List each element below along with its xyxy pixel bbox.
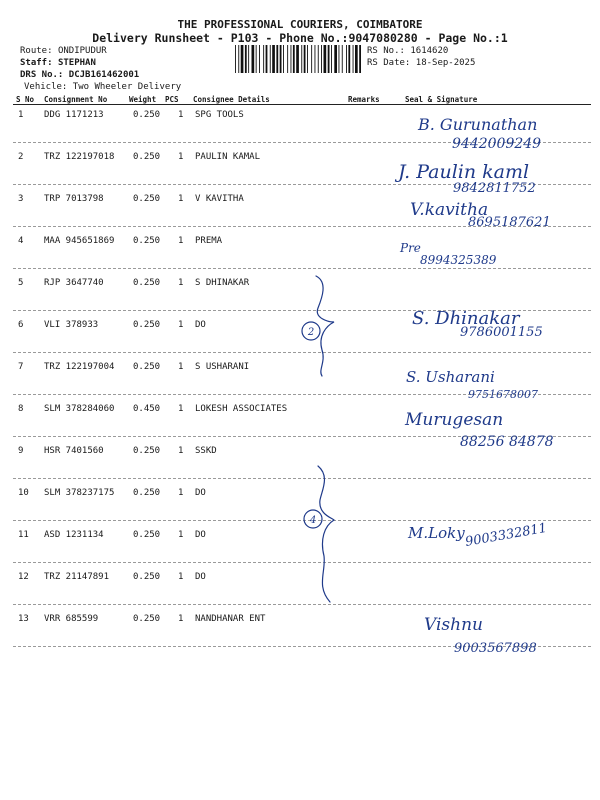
row-consignee: DO bbox=[195, 320, 206, 330]
row-sno: 3 bbox=[18, 194, 24, 204]
row-pcs: 1 bbox=[178, 572, 184, 582]
row-weight: 0.250 bbox=[133, 362, 161, 372]
signature-7-name: Murugesan bbox=[405, 410, 504, 430]
company-title: THE PROFESSIONAL COURIERS, COIMBATORE bbox=[177, 18, 423, 31]
col-seal-signature: Seal & Signature bbox=[405, 95, 478, 104]
row-pcs: 1 bbox=[178, 446, 184, 456]
row-pcs: 1 bbox=[178, 488, 184, 498]
row-sno: 4 bbox=[18, 236, 24, 246]
rs-date-value: 18-Sep-2025 bbox=[415, 58, 476, 68]
row-consignee: SPG TOOLS bbox=[195, 110, 244, 120]
signature-9-name: Vishnu bbox=[424, 615, 483, 635]
row-weight: 0.250 bbox=[133, 194, 161, 204]
row-consignment-no: SLM 378284060 bbox=[44, 404, 115, 414]
signature-6-name: S. Usharani bbox=[406, 368, 495, 386]
vehicle-value: Two Wheeler Delivery bbox=[72, 82, 182, 92]
row-weight: 0.250 bbox=[133, 236, 161, 246]
vehicle-label: Vehicle: bbox=[24, 82, 68, 92]
row-pcs: 1 bbox=[178, 362, 184, 372]
row-consignment-no: DDG 1171213 bbox=[44, 110, 104, 120]
signature-2-phone: 9842811752 bbox=[453, 181, 536, 196]
row-consignment-no: MAA 945651869 bbox=[44, 236, 115, 246]
row-consignment-no: VRR 685599 bbox=[44, 614, 99, 624]
row-sno: 9 bbox=[18, 446, 24, 456]
bracket-mark-2 bbox=[318, 466, 334, 602]
row-sno: 10 bbox=[18, 488, 29, 498]
signature-8-name: M.Loky bbox=[408, 524, 465, 542]
row-pcs: 1 bbox=[178, 152, 184, 162]
row-consignee: V KAVITHA bbox=[195, 194, 244, 204]
row-pcs: 1 bbox=[178, 110, 184, 120]
route-value: ONDIPUDUR bbox=[57, 46, 107, 56]
row-pcs: 1 bbox=[178, 530, 184, 540]
signature-1-phone: 9442009249 bbox=[452, 136, 542, 152]
runsheet-subtitle: Delivery Runsheet - P103 - Phone No.:9047080280 - Page No.:1 bbox=[92, 31, 508, 45]
row-consignment-no: SLM 378237175 bbox=[44, 488, 115, 498]
signature-4-name: Pre bbox=[400, 241, 421, 255]
staff-label: Staff: bbox=[20, 58, 53, 68]
row-pcs: 1 bbox=[178, 320, 184, 330]
row-weight: 0.250 bbox=[133, 614, 161, 624]
drs-label: DRS No.: bbox=[20, 70, 64, 80]
row-pcs: 1 bbox=[178, 236, 184, 246]
row-consignee: S DHINAKAR bbox=[195, 278, 250, 288]
rs-date-label: RS Date: bbox=[367, 58, 411, 68]
row-sno: 12 bbox=[18, 572, 29, 582]
signature-5-name: S. Dhinakar bbox=[412, 308, 520, 329]
row-consignee: DO bbox=[195, 488, 206, 498]
col-consignee: Consignee Details bbox=[193, 95, 270, 104]
row-consignee: PREMA bbox=[195, 236, 223, 246]
row-weight: 0.450 bbox=[133, 404, 161, 414]
row-consignee: LOKESH ASSOCIATES bbox=[195, 404, 288, 414]
row-consignment-no: TRZ 122197018 bbox=[44, 152, 115, 162]
row-pcs: 1 bbox=[178, 278, 184, 288]
row-consignee: DO bbox=[195, 530, 206, 540]
staff-value: STEPHAN bbox=[57, 58, 96, 68]
row-pcs: 1 bbox=[178, 194, 184, 204]
row-weight: 0.250 bbox=[133, 530, 161, 540]
signature-9-phone: 9003567898 bbox=[454, 641, 537, 656]
row-sno: 6 bbox=[18, 320, 24, 330]
row-consignee: PAULIN KAMAL bbox=[195, 152, 261, 162]
row-weight: 0.250 bbox=[133, 320, 161, 330]
row-consignee: SSKD bbox=[195, 446, 217, 456]
signature-8-phone: 9003332811 bbox=[464, 520, 549, 550]
row-sno: 5 bbox=[18, 278, 24, 288]
row-sno: 7 bbox=[18, 362, 24, 372]
row-weight: 0.250 bbox=[133, 488, 161, 498]
row-sno: 11 bbox=[18, 530, 29, 540]
signature-6-phone: 9751678007 bbox=[468, 388, 538, 401]
row-weight: 0.250 bbox=[133, 446, 161, 456]
row-consignment-no: TRZ 122197004 bbox=[44, 362, 115, 372]
row-consignee: DO bbox=[195, 572, 206, 582]
row-consignment-no: HSR 7401560 bbox=[44, 446, 104, 456]
row-sno: 2 bbox=[18, 152, 24, 162]
circle-label-2: 4 bbox=[309, 515, 317, 526]
row-consignment-no: RJP 3647740 bbox=[44, 278, 104, 288]
signature-3-phone: 8695187621 bbox=[468, 215, 551, 230]
row-consignee: S USHARANI bbox=[195, 362, 250, 372]
col-sno: S No bbox=[16, 95, 35, 104]
signature-4-phone: 8994325389 bbox=[420, 253, 497, 267]
row-weight: 0.250 bbox=[133, 572, 161, 582]
rs-no-value: 1614620 bbox=[410, 46, 449, 56]
rs-no-label: RS No.: bbox=[367, 46, 405, 56]
row-consignment-no: ASD 1231134 bbox=[44, 530, 104, 540]
drs-value: DCJB161462001 bbox=[68, 70, 140, 80]
col-pcs: PCS bbox=[165, 95, 179, 104]
row-consignee: NANDHANAR ENT bbox=[195, 614, 266, 624]
row-consignment-no: TRP 7013798 bbox=[44, 194, 104, 204]
route-label: Route: bbox=[20, 46, 53, 56]
row-consignment-no: TRZ 21147891 bbox=[44, 572, 110, 582]
row-pcs: 1 bbox=[178, 404, 184, 414]
signature-7-phone: 88256 84878 bbox=[460, 434, 554, 450]
row-sno: 13 bbox=[18, 614, 29, 624]
row-weight: 0.250 bbox=[133, 278, 161, 288]
signature-3-name: V.kavitha bbox=[410, 200, 489, 220]
col-consignment: Consignment No bbox=[44, 95, 108, 104]
signature-2-name: J. Paulin kaml bbox=[398, 161, 530, 183]
signature-5-phone: 9786001155 bbox=[460, 325, 543, 340]
row-sno: 1 bbox=[18, 110, 24, 120]
row-pcs: 1 bbox=[178, 614, 184, 624]
row-sno: 8 bbox=[18, 404, 24, 414]
signature-1-name: B. Gurunathan bbox=[418, 115, 538, 134]
row-consignment-no: VLI 378933 bbox=[44, 320, 99, 330]
row-weight: 0.250 bbox=[133, 152, 161, 162]
circle-label-1: 2 bbox=[307, 327, 315, 338]
col-weight: Weight bbox=[129, 95, 157, 104]
col-remarks: Remarks bbox=[348, 95, 380, 104]
row-weight: 0.250 bbox=[133, 110, 161, 120]
